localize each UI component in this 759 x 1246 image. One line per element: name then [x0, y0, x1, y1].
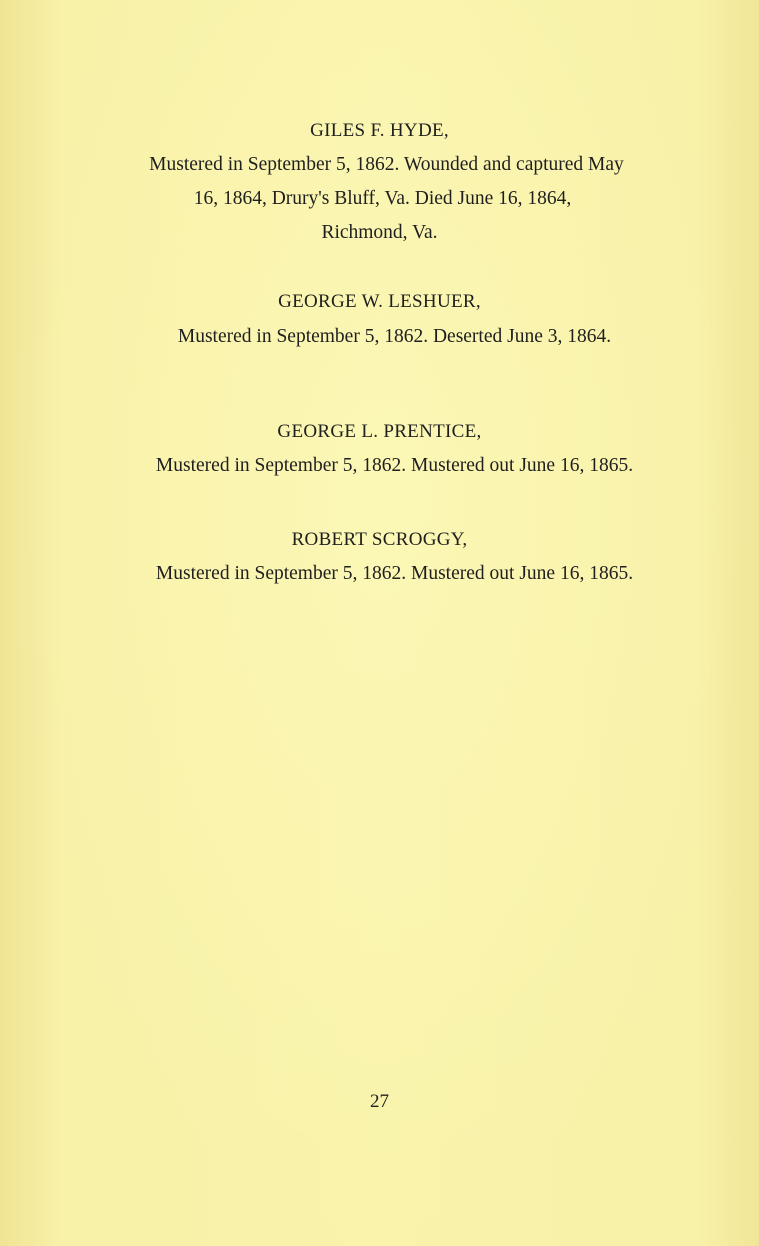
soldier-name: GEORGE L. PRENTICE, — [277, 421, 482, 442]
service-record-line: Mustered in September 5, 1862. Wounded and captured May — [149, 154, 624, 175]
roster-entry-george-leshuer — [0, 290, 759, 354]
service-record-line: 16, 1864, Drury's Bluff, Va. Died June 16, 1864, — [193, 188, 572, 209]
soldier-name: ROBERT SCROGGY, — [291, 529, 468, 550]
soldier-name: GEORGE W. LESHUER, — [278, 291, 481, 312]
service-record-line: Mustered in September 5, 1862. Mustered out June 16, 1865. — [155, 563, 634, 584]
roster-entry-robert-scroggy — [0, 528, 759, 591]
page-number: 27 — [370, 1091, 389, 1112]
roster-entry-giles-hyde — [0, 119, 759, 250]
soldier-name: GILES F. HYDE, — [310, 120, 449, 141]
service-record-line: Richmond, Va. — [321, 222, 438, 243]
service-record-line: Mustered in September 5, 1862. Mustered out June 16, 1865. — [155, 455, 634, 476]
roster-entry-george-prentice — [0, 420, 759, 483]
service-record-line: Mustered in September 5, 1862. Deserted June 3, 1864. — [177, 326, 612, 347]
